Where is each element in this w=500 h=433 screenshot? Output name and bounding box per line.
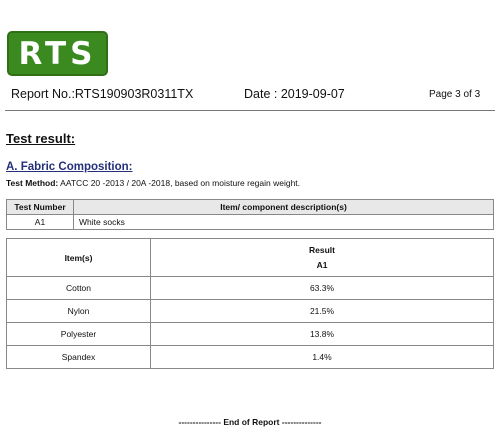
test-number-cell: A1 [7,215,74,230]
logo-text: RTS [18,35,97,72]
description-header: Item/ component description(s) [74,200,494,215]
test-method-label: Test Method: [6,178,59,188]
table-row [7,300,494,323]
result-label: Result [309,244,335,255]
result-cell: 63.3% [151,277,494,300]
header-divider [5,110,495,111]
result-cell: 1.4% [151,346,494,369]
sample-label: A1 [316,259,328,270]
description-cell: White socks [74,215,494,230]
test-result-title: Test result: [6,131,76,146]
page-number: Page 3 of 3 [429,89,481,100]
rts-logo [7,31,108,76]
test-method-text: AATCC 20 -2013 / 20A -2018, based on moisture regain weight. [58,178,301,188]
report-number: Report No.:RTS190903R0311TX [11,87,194,101]
result-cell: 21.5% [151,300,494,323]
item-cell: Nylon [7,300,151,323]
result-cell: 13.8% [151,323,494,346]
item-cell: Spandex [7,346,151,369]
report-date: Date : 2019-09-07 [244,87,345,101]
table-header-row [7,200,494,215]
table-row [7,346,494,369]
table-row [7,323,494,346]
item-cell: Polyester [7,323,151,346]
test-method [6,178,300,188]
result-table [6,238,494,369]
section-a-title: A. Fabric Composition: [6,161,133,173]
result-header-row [7,239,494,277]
table-row [7,215,494,230]
item-header: Item(s) [7,239,151,277]
table-row [7,277,494,300]
result-header [151,239,494,277]
item-cell: Cotton [7,277,151,300]
test-number-header: Test Number [7,200,74,215]
end-of-report: --------------- End of Report -------------- [178,417,322,427]
sample-table [6,199,494,230]
